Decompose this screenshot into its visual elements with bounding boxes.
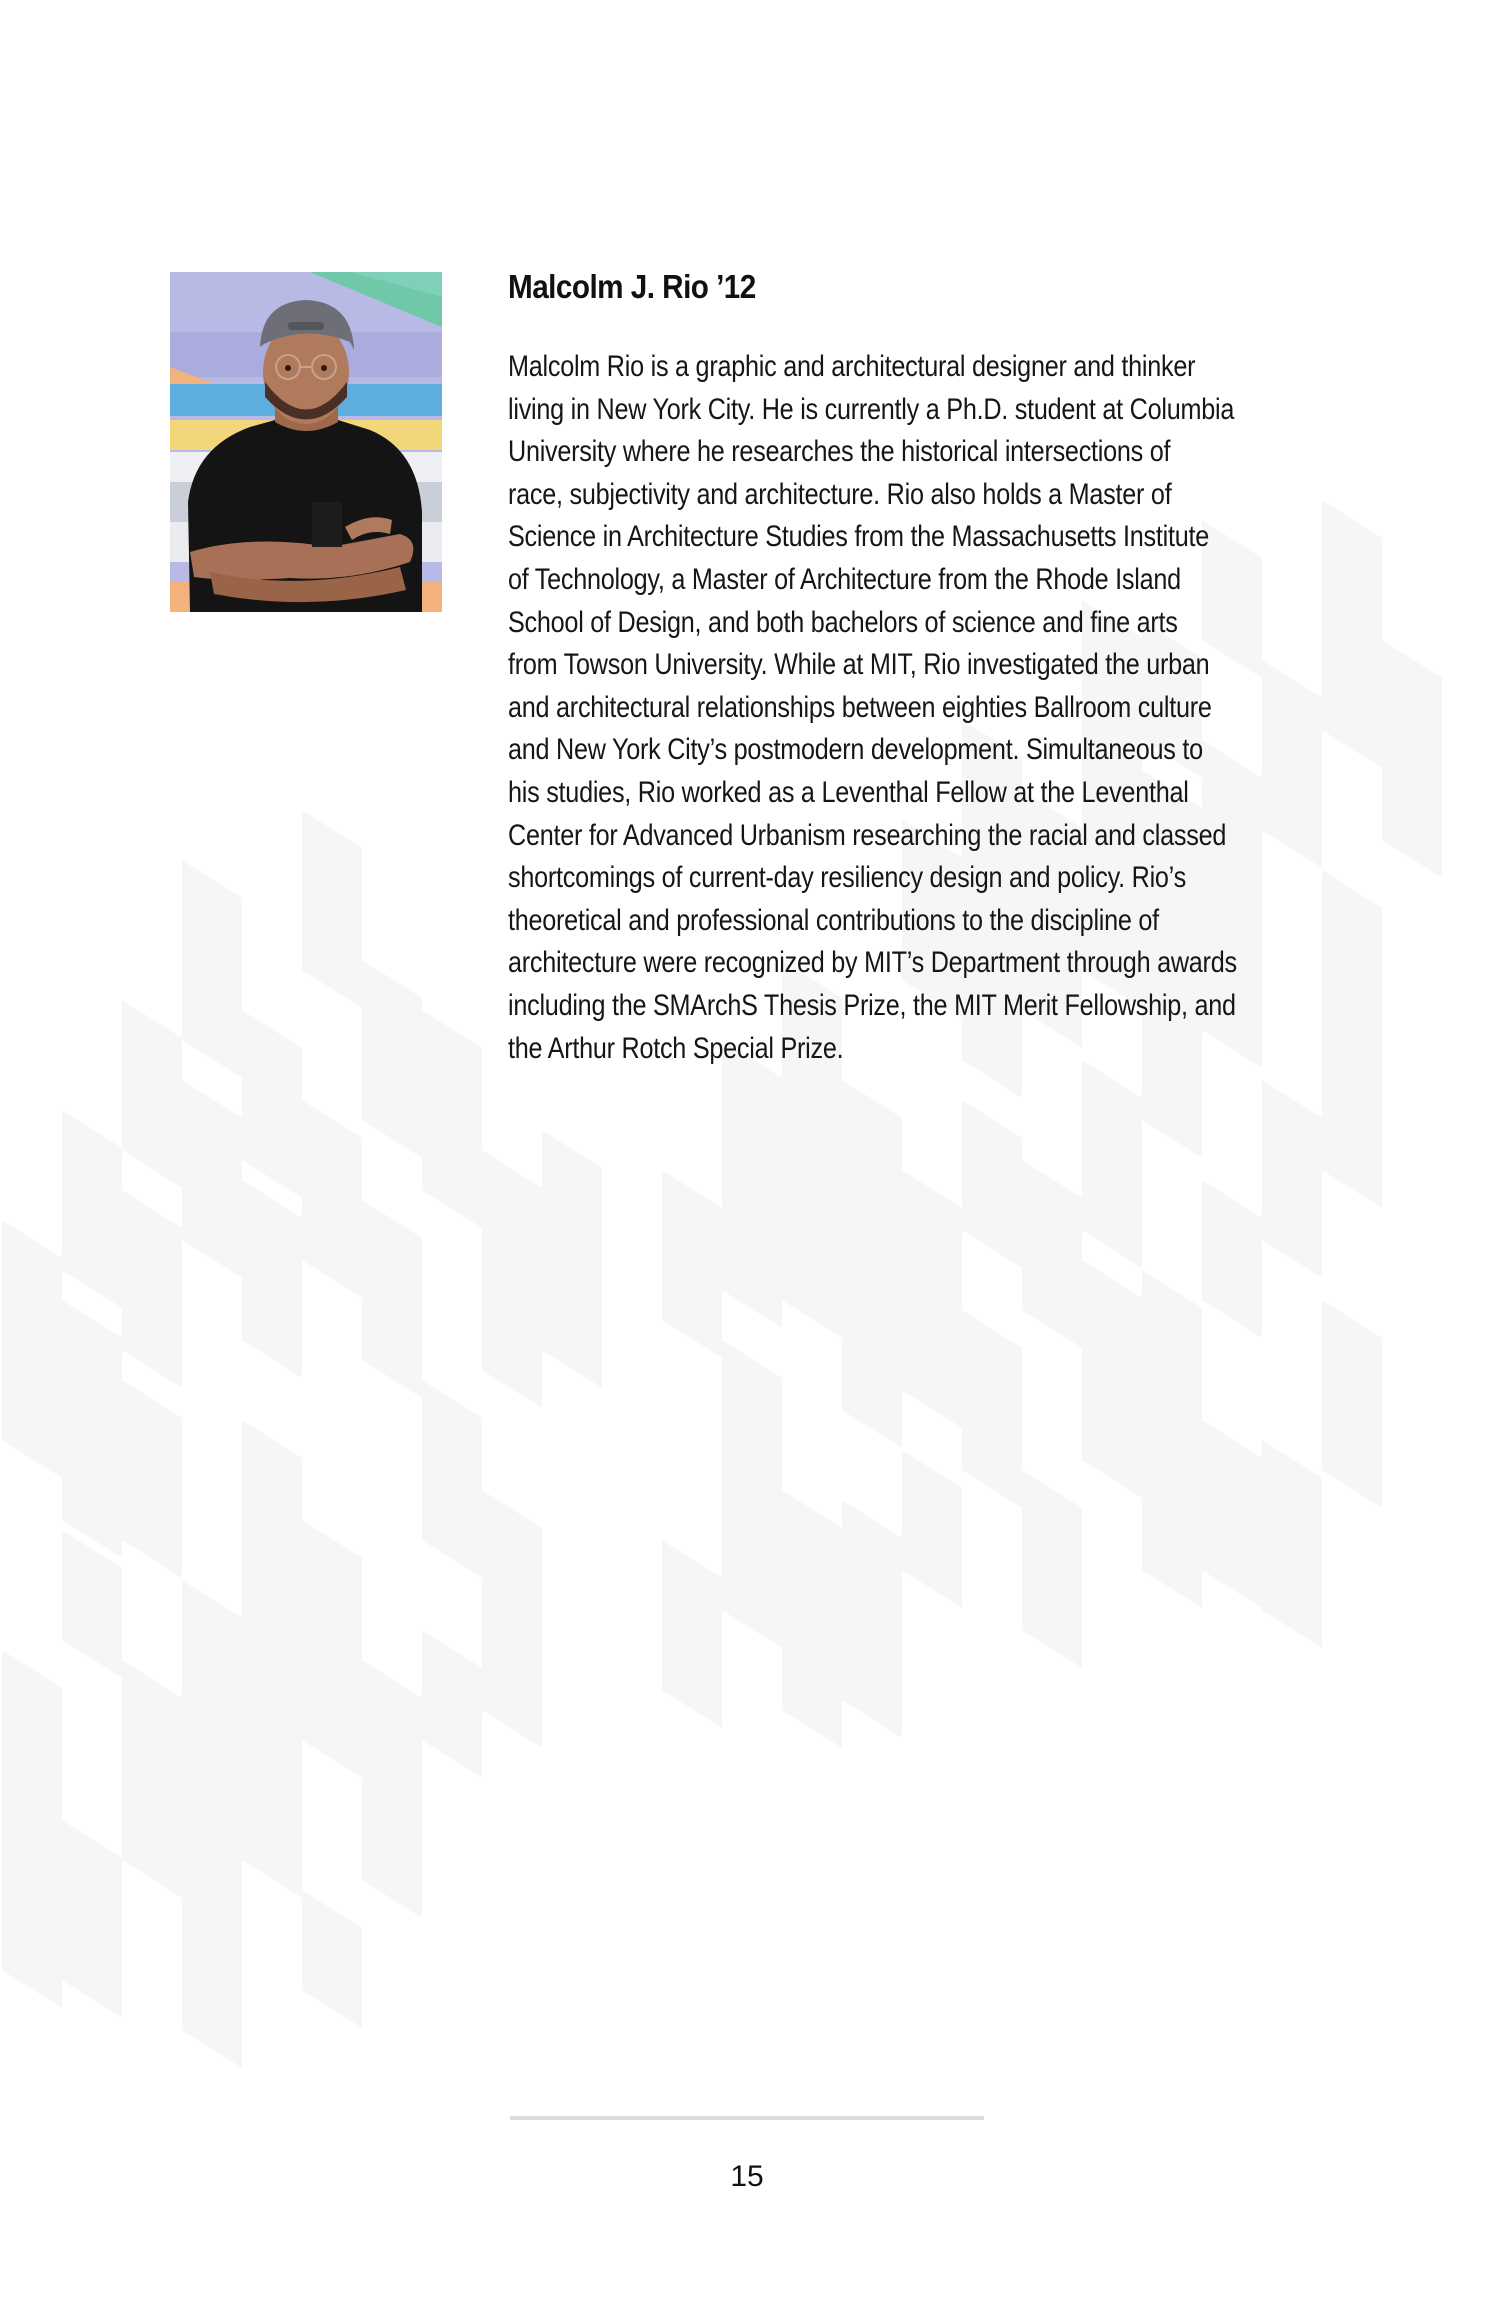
bio-line: including the SMArchS Thesis Prize, the MIT Merit Fellowship, and [508, 988, 1236, 1022]
page-number: 15 [730, 2160, 764, 2193]
bio-line: and New York City’s postmodern development. Simultaneous to [508, 733, 1203, 767]
profile-photo [170, 272, 442, 612]
bio-line: living in New York City. He is currently a Ph.D. student at Columbia [508, 392, 1235, 426]
footer-divider [510, 2116, 984, 2120]
bio-line: theoretical and professional contributions to the discipline of [508, 903, 1159, 937]
bio-line: of Technology, a Master of Architecture from the Rhode Island [508, 562, 1181, 596]
bio-line: from Towson University. While at MIT, Rio investigated the urban [508, 648, 1210, 682]
bio-line: School of Design, and both bachelors of science and fine arts [508, 605, 1178, 639]
bio-line: University where he researches the historical intersections of [508, 435, 1171, 469]
bio-line: shortcomings of current-day resiliency design and policy. Rio’s [508, 861, 1186, 895]
bio-line: race, subjectivity and architecture. Rio also holds a Master of [508, 477, 1172, 511]
bio-line: Science in Architecture Studies from the Massachusetts Institute [508, 520, 1210, 554]
bio-paragraph [508, 346, 1408, 1070]
bio-line: and architectural relationships between eighties Ballroom culture [508, 690, 1212, 724]
bio-line: the Arthur Rotch Special Prize. [508, 1031, 844, 1065]
bio-line: architecture were recognized by MIT’s Department through awards [508, 946, 1237, 980]
profile-name-heading: Malcolm J. Rio ’12 [508, 268, 756, 305]
portrait-photo-icon [170, 272, 442, 612]
bio-line: Malcolm Rio is a graphic and architectural designer and thinker [508, 350, 1196, 383]
bio-line: his studies, Rio worked as a Leventhal Fellow at the Leventhal [508, 775, 1189, 809]
bio-line: Center for Advanced Urbanism researching the racial and classed [508, 818, 1227, 852]
